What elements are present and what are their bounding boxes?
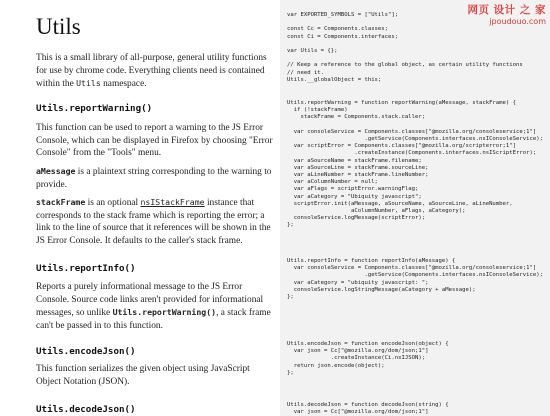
code-block-decode-json: Utils.decodeJson = function decodeJson(string) { var json = Cc["@mozilla.org/dom/json;1"] [287, 402, 449, 416]
decode-json-heading: Utils.decodeJson() [36, 404, 136, 415]
code-block-exports: var EXPORTED_SYMBOLS = ["Utils"]; const Cc = Components.classes; const Ci = Components.interfaces; var Utils = {}; // Keep a reference to the global object, as certain utility functions // need it. Utils.__globalObject = this; [287, 12, 523, 83]
page-title: Utils [36, 14, 81, 39]
stackframe-description: stackFrame is an optional nsIStackFrame instance that corresponds to the stack frame which is reporting the error; a link to the line of source that it references will be shown in the JS Error Console. It defaults to the caller's stack frame. [36, 197, 271, 246]
watermark-title: 网页 设计 之 家 [467, 4, 546, 16]
utils-namespace-code: Utils [76, 78, 101, 89]
watermark [468, 2, 546, 26]
code-block-report-info: Utils.reportInfo = function reportInfo(aMessage) { var consoleService = Components.classes["@mozilla.org/consoleservice;1"] .getService(Components.interfaces.nsIConsoleService); var aCategory = "ubiquity javascript: "; consoleService.logStringMessage(aCategory + aMessage); }; [287, 258, 543, 301]
code-block-report-warning: Utils.reportWarning = function reportWarning(aMessage, stackFrame) { if (!stackFrame) stackFrame = Components.stack.caller; var consoleService = Components.classes["@mozilla.org/consoleservice;1"] .getService(Components.interfaces.nsIConsoleService); var scriptError = Components.classes["@mozilla.org/scripterror;1"] .createInstance(Components.interfaces.nsIScriptError); var aSourceName = stackFrame.filename; var aSourceLine = stackFrame.sourceLine; var aLineNumber = stackFrame.lineNumber; var aColumnNumber = null; var aFlags = scriptError.warningFlag; var aCategory = "Ubiquity javascript"; scriptError.init(aMessage, aSourceName, aSourceLine, aLineNumber, aColumnNumber, aFlags, aCategory); consoleService.logMessage(scriptError); }; [287, 100, 543, 229]
encode-json-heading: Utils.encodeJson() [36, 346, 136, 357]
watermark-url: jpoudouo.com [489, 17, 546, 26]
intro-paragraph: This is a small library of all-purpose, general utility functions for use by chrome code. Everything clients need is contained within the Utils namespace. [36, 53, 267, 90]
report-warning-description: This function can be used to report a warning to the JS Error Console, which can be displayed in Firefox by choosing "Error Console" from the "Tools" menu. [36, 123, 273, 159]
report-info-heading: Utils.reportInfo() [36, 263, 136, 274]
nsistackframe-link[interactable]: nsIStackFrame [140, 197, 205, 207]
amessage-description: aMessage is a plaintext string corresponding to the warning to provide. [36, 166, 272, 190]
code-block-encode-json: Utils.encodeJson = function encodeJson(object) { var json = Cc["@mozilla.org/dom/json;1"] .createInstance(Ci.nsIJSON); return json.encode(object); }; [287, 341, 449, 376]
report-info-description: Reports a purely informational message to the JS Error Console. Source code links aren't provided for informational messages, so unlike Utils.reportWarning(), a stack frame can't be passed in to this function. [36, 282, 271, 331]
report-warning-heading: Utils.reportWarning() [36, 103, 153, 114]
encode-json-description: This function serializes the given object using JavaScript Object Notation (JSON). [36, 364, 250, 387]
